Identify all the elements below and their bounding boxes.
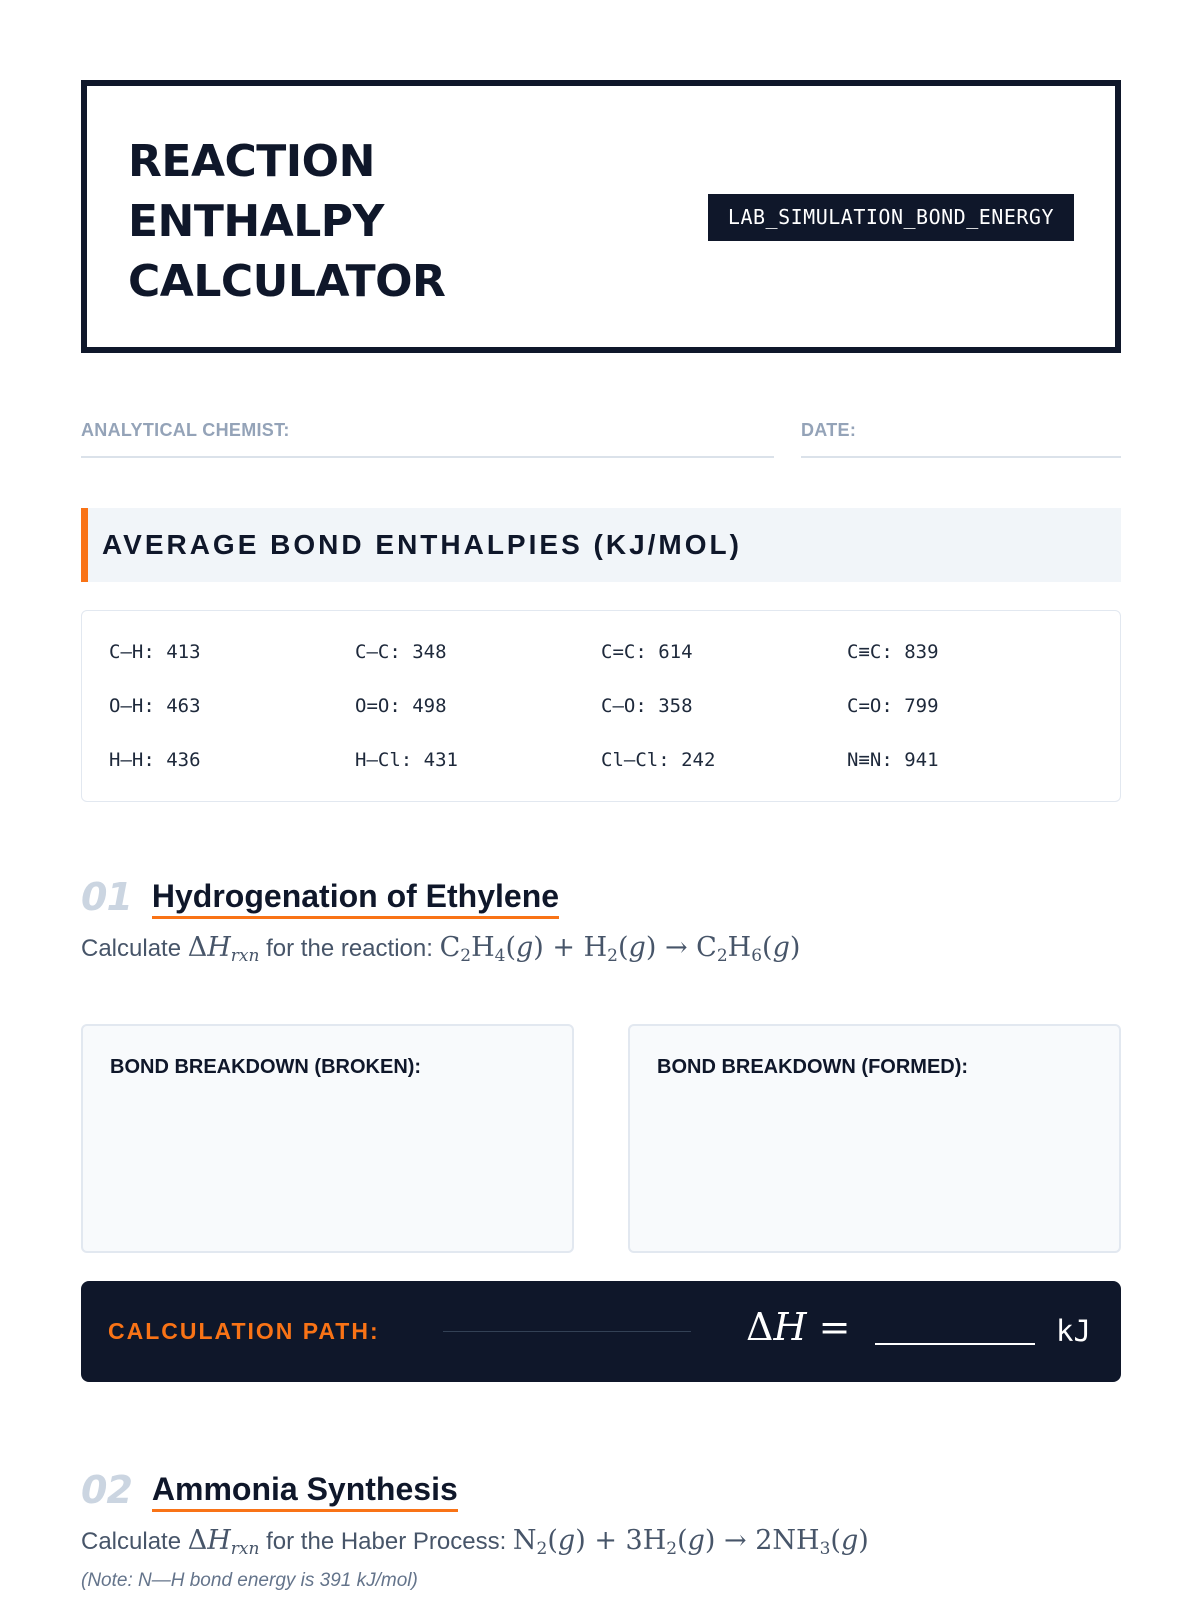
reaction-equation-2: $N_2(g) + 3H_2(g) \to 2NH_3(g)$ [512,1525,869,1559]
delta-h-equals-math: ΔH = [746,1305,851,1349]
problem-2-heading [81,1465,458,1515]
answer-blank[interactable] [875,1343,1035,1345]
chemist-field[interactable] [81,420,774,458]
bond-cell: C≡C: 839 [847,641,939,663]
title-line-1: REACTION [128,136,375,187]
header-box [81,80,1121,353]
bond-cell: C—C: 348 [355,641,447,663]
problem-2-number: 02 [81,1468,132,1512]
bonds-broken-box[interactable] [81,1024,574,1253]
bond-cell: H—Cl: 431 [355,749,458,771]
bond-table [81,610,1121,802]
bonds-formed-label: BOND BREAKDOWN (FORMED): [657,1056,969,1078]
bond-cell: C=C: 614 [601,641,693,663]
bond-table-title: AVERAGE BOND ENTHALPIES (KJ/MOL) [102,529,742,560]
delta-h-rxn-math: $\Delta H_{rxn}$ [187,1525,260,1559]
bond-cell: H—H: 436 [109,749,201,771]
problem-1-number: 01 [81,875,132,919]
meta-fields [81,420,1121,456]
calculation-bar [81,1281,1121,1382]
answer-unit: kJ [1056,1314,1091,1348]
problem-1-prompt-mid: for the reaction: [266,935,433,962]
calculation-path-line[interactable] [443,1331,691,1332]
problem-1-prompt-lead: Calculate [81,935,182,962]
bond-cell: C=O: 799 [847,695,939,717]
problem-2-prompt [81,1525,869,1559]
lab-tag-badge: LAB_SIMULATION_BOND_ENERGY [708,194,1074,241]
bond-cell: C—H: 413 [109,641,201,663]
problem-2-title: Ammonia Synthesis [152,1469,458,1512]
bonds-broken-label: BOND BREAKDOWN (BROKEN): [110,1056,422,1078]
date-field[interactable] [801,420,1121,458]
bond-cell: Cl—Cl: 242 [601,749,716,771]
reaction-equation-1: $C_2H_4(g) + H_2(g) \to C_2H_6(g)$ [439,932,801,966]
calculation-path-label: CALCULATION PATH: [108,1318,380,1344]
title-line-3: CALCULATOR [128,256,446,307]
bond-cell: O—H: 463 [109,695,201,717]
page-title [128,132,445,312]
bonds-formed-box[interactable] [628,1024,1121,1253]
problem-1-prompt [81,932,801,966]
bond-cell: N≡N: 941 [847,749,939,771]
date-label: DATE: [801,420,857,440]
bond-table-heading [81,508,1121,582]
bond-cell: C—O: 358 [601,695,693,717]
problem-2-note: (Note: N—H bond energy is 391 kJ/mol) [81,1570,418,1591]
problem-2-prompt-mid: for the Haber Process: [266,1528,507,1555]
delta-h-rxn-math: $\Delta H_{rxn}$ [187,932,260,966]
problem-2-prompt-lead: Calculate [81,1528,182,1555]
problem-1-title: Hydrogenation of Ethylene [152,876,559,919]
chemist-label: ANALYTICAL CHEMIST: [81,420,290,440]
title-line-2: ENTHALPY [128,196,384,247]
bond-cell: O=O: 498 [355,695,447,717]
problem-1-heading [81,872,559,922]
